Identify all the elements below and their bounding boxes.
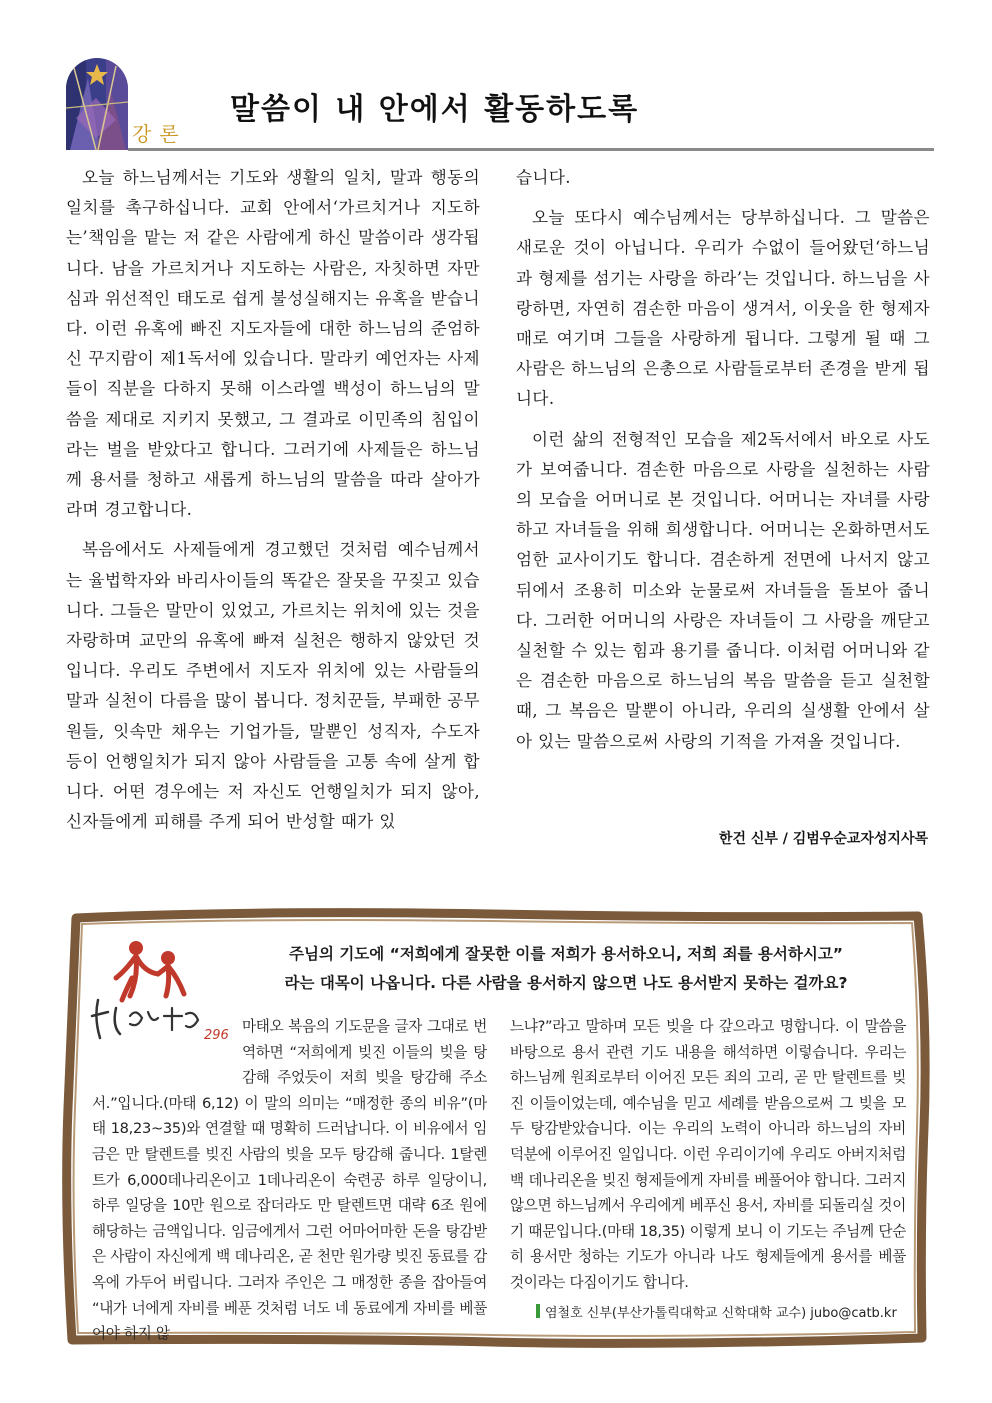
sermon-paragraph: 오늘 하느님께서는 기도와 생활의 일치, 말과 행동의 일치를 촉구하십니다. 교회 안에서‘가르치거나 지도하는’책임을 맡는 저 같은 사람에게 하신 말씀이라 생각됩니다. 남을 가르치거나 지도하는 사람은, 자칫하면 자만심과 위선적인 태도로 쉽게 불성실해지는 유혹을 받습니다. 이런 유혹에 빠진 지도자들에 대한 하느님의 준엄하신 꾸지람이 제1독서에 있습니다. 말라키 예언자는 사제들이 직분을 다하지 못해 이스라엘 백성이 하느님의 말씀을 제대로 지키지 못했고, 그 결과로 이민족의 침입이라는 벌을 받았다고 합니다. 그러기에 사제들은 하느님께 용서를 청하고 새롭게 하느님의 말씀을 따라 살아가라며 경고합니다.	[66, 168, 480, 520]
column-paragraph: 마태오 복음의 기도문을 글자 그대로 번역하면 “저희에게 빚진 이들의 빚을 탕감해 주었듯이 저희 빚을 탕감해 주소서.”입니다.(마태 6,12) 이 말의 의미는 “매정한 종의 비유”(마태 18,23~35)와 연결할 때 명확히 드러납니다. 이 비유에서 임금은 만 탈렌트를 빚진 사람의 빚을 모두 탕감해 줍니다. 1탈렌트가 6,000데나리온이고 1데나리온이 숙련공 하루 일당이니, 하루 일당을 10만 원으로 잡더라도 만 탈렌트면 대략 6조 원에 해당하는 금액입니다. 임금에게서 그런 어마어마한 돈을 탕감받은 사람이 자신에게 백 데나리온, 곧 천만 원가량 빚진 동료를 감옥에 가두어 버립니다. 그러자 주인은 그 매정한 종을 잡아들여 “내가 너에게 자비를 베푼 것처럼 너도 네 동료에게 자비를 베풀어야 하지 않	[92, 1018, 487, 1343]
column-headline	[236, 940, 896, 998]
sermon-paragraph: 이런 삶의 전형적인 모습을 제2독서에서 바오로 사도가 보여줍니다. 겸손한 마음으로 사랑을 실천하는 사람의 모습을 어머니로 본 것입니다. 어머니는 자녀를 사랑하고 자녀들을 위해 희생합니다. 어머니는 온화하면서도 엄한 교사이기도 합니다. 겸손하게 전면에 나서지 않고 뒤에서 조용히 미소와 눈물로써 자녀들을 돌보아 줍니다. 그러한 어머니의 사랑은 자녀들이 그 사랑을 깨닫고 실천할 수 있는 힘과 용기를 줍니다. 이처럼 어머니와 같은 겸손한 마음으로 하느님의 복음 말씀을 듣고 실천할 때, 그 복음은 말뿐이 아니라, 우리의 실생활 안에서 살아 있는 말씀으로써 사랑의 기적을 가져올 것입니다.	[516, 429, 930, 751]
section-label: 강론	[132, 122, 187, 146]
sermon-paragraph: 오늘 또다시 예수님께서는 당부하십니다. 그 말씀은 새로운 것이 아닙니다. 우리가 수없이 들어왔던‘하느님과 형제를 섬기는 사랑을 하라’는 것입니다. 하느님을 사랑하면, 자연히 겸손한 마음이 생겨서, 이웃을 한 형제자매로 여기며 그들을 사랑하게 됩니다. 그렇게 될 때 그 사람은 하느님의 은총으로 사람들로부터 존경을 받게 됩니다.	[516, 208, 930, 409]
header-divider	[128, 148, 934, 151]
sermon-paragraph-continuation: 습니다.	[516, 168, 571, 187]
column-paragraph: 느냐?”라고 말하며 모든 빚을 다 갚으라고 명합니다. 이 말씀을 바탕으로 용서 관련 기도 내용을 해석하면 이렇습니다. 우리는 하느님께 원죄로부터 이어진 모든 죄의 고리, 곧 만 탈렌트를 빚진 이들이었는데, 예수님을 믿고 세례를 받음으로써 그 빚을 모두 탕감받았습니다. 이는 우리의 노력이 아니라 하느님의 자비 덕분에 이루어진 일입니다. 이런 우리이기에 우리도 아버지처럼 백 데나리온을 빚진 형제들에게 자비를 베풀어야 합니다. 그러지 않으면 하느님께서 우리에게 베푸신 용서, 자비를 되돌리실 것이기 때문입니다.(마태 18,35) 이렇게 보니 이 기도는 주님께 단순히 용서만 청하는 기도가 아니라 나도 형제들에게 용서를 베풀 것이라는 다짐이기도 합니다.	[510, 1018, 906, 1291]
column-headline-line: 라는 대목이 나옵니다. 다른 사람을 용서하지 않으면 나도 용서받지 못하는 걸까요?	[284, 974, 848, 992]
column-headline-line: 주님의 기도에 “저희에게 잘못한 이를 저희가 용서하오니, 저희 죄를 용서하시고”	[289, 945, 843, 963]
sermon-byline: 한건 신부 / 김범우순교자성지사목	[718, 831, 928, 847]
column-left-text	[92, 1014, 487, 1347]
column-right-text	[510, 1014, 906, 1296]
page-title: 말씀이 내 안에서 활동하도록	[230, 92, 640, 127]
column-author: 염철호 신부(부산가톨릭대학교 신학대학 교수) jubo@catb.kr	[545, 1306, 897, 1321]
sermon-right-column	[516, 163, 930, 767]
sermon-paragraph: 복음에서도 사제들에게 경고했던 것처럼 예수님께서는 율법학자와 바리사이들의 똑같은 잘못을 꾸짖고 있습니다. 그들은 말만이 있었고, 가르치는 위치에 있는 것을 자랑하며 교만의 유혹에 빠져 실천은 행하지 않았던 것입니다. 우리도 주변에서 지도자 위치에 있는 사람들의 말과 실천이 다름을 많이 봅니다. 정치꾼들, 부패한 공무원들, 잇속만 채우는 기업가들, 말뿐인 성직자, 수도자 등이 언행일치가 되지 않아 사람들을 고통 속에 살게 합니다. 어떤 경우에는 저 자신도 언행일치가 되지 않아, 신자들에게 피해를 주게 되어 반성할 때가 있	[66, 540, 480, 832]
issue-number: 296	[204, 1028, 229, 1043]
sermon-left-column	[66, 163, 480, 879]
stained-glass-logo	[66, 58, 128, 150]
author-marker	[536, 1304, 540, 1318]
